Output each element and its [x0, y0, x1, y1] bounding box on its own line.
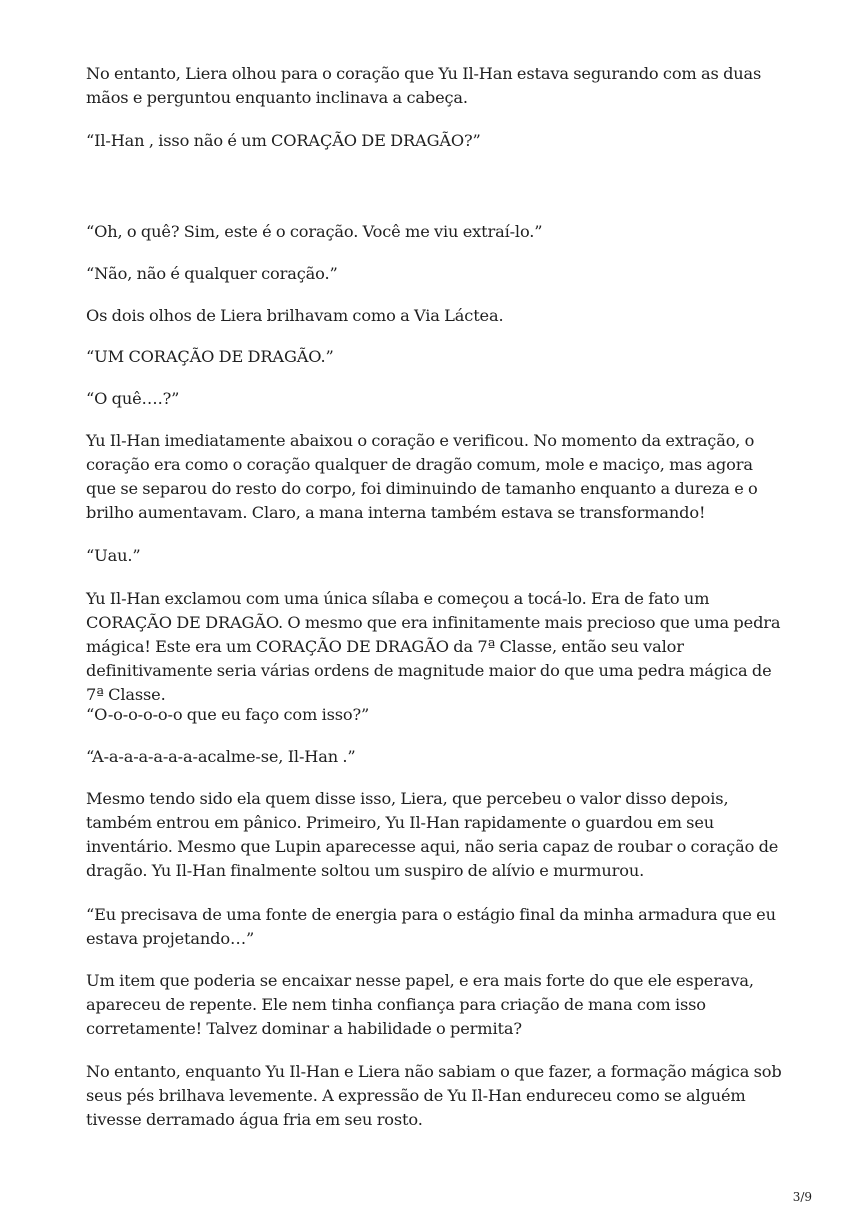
paragraph-8: Yu Il-Han imediatamente abaixou o coração e verificou. No momento da extração, o coração era como o coração qualquer de dragão comum, mole e maciço, mas agora que se separou do resto do corpo, foi diminuindo de tamanho enquanto a dureza e o brilho aumentavam. Claro, a mana interna também estava se transformando! — [86, 431, 758, 522]
paragraph-13: Mesmo tendo sido ela quem disse isso, Liera, que percebeu o valor disso depois, também entrou em pânico. Primeiro, Yu Il-Han rapidamente o guardou em seu inventário. Mesmo que Lupin aparecesse aqui, não seria capaz de roubar o coração de dragão. Yu Il-Han finalmente soltou um suspiro de alívio e murmurou. — [86, 789, 779, 880]
paragraph-3: “Oh, o quê? Sim, este é o coração. Você me viu extraí-lo.” — [86, 222, 543, 241]
page-number: 3/9 — [792, 1190, 812, 1204]
paragraph-4: “Não, não é qualquer coração.” — [86, 264, 338, 283]
paragraph-15: Um item que poderia se encaixar nesse papel, e era mais forte do que ele esperava, apareceu de repente. Ele nem tinha confiança para criação de mana com isso corretamente! Talvez dominar a habilidade o permita? — [86, 971, 754, 1038]
paragraph-12: “A-a-a-a-a-a-a-acalme-se, Il-Han .” — [86, 747, 356, 766]
paragraph-9: “Uau.” — [86, 546, 141, 565]
paragraph-7: “O quê….?” — [86, 389, 180, 408]
paragraph-16: No entanto, enquanto Yu Il-Han e Liera não sabiam o que fazer, a formação mágica sob seus pés brilhava levemente. A expressão de Yu Il-Han endureceu como se alguém tivesse derramado água fria em seu rosto. — [86, 1062, 782, 1129]
paragraph-6: “UM CORAÇÃO DE DRAGÃO.” — [86, 347, 334, 366]
paragraph-2: “Il-Han , isso não é um CORAÇÃO DE DRAGÃO?” — [86, 131, 481, 150]
paragraph-1: No entanto, Liera olhou para o coração que Yu Il-Han estava segurando com as duas mãos e perguntou enquanto inclinava a cabeça. — [86, 64, 762, 107]
paragraph-10: Yu Il-Han exclamou com uma única sílaba e começou a tocá-lo. Era de fato um CORAÇÃO DE DRAGÃO. O mesmo que era infinitamente mais precioso que uma pedra mágica! Este era um CORAÇÃO DE DRAGÃO da 7ª Classe, então seu valor definitivamente seria várias ordens de magnitude maior do que uma pedra mágica de 7ª Classe. — [86, 589, 781, 704]
paragraph-5: Os dois olhos de Liera brilhavam como a Via Láctea. — [86, 306, 504, 325]
paragraph-14: “Eu precisava de uma fonte de energia para o estágio final da minha armadura que eu estava projetando…” — [86, 905, 776, 948]
paragraph-11: “O-o-o-o-o-o que eu faço com isso?” — [86, 705, 370, 724]
